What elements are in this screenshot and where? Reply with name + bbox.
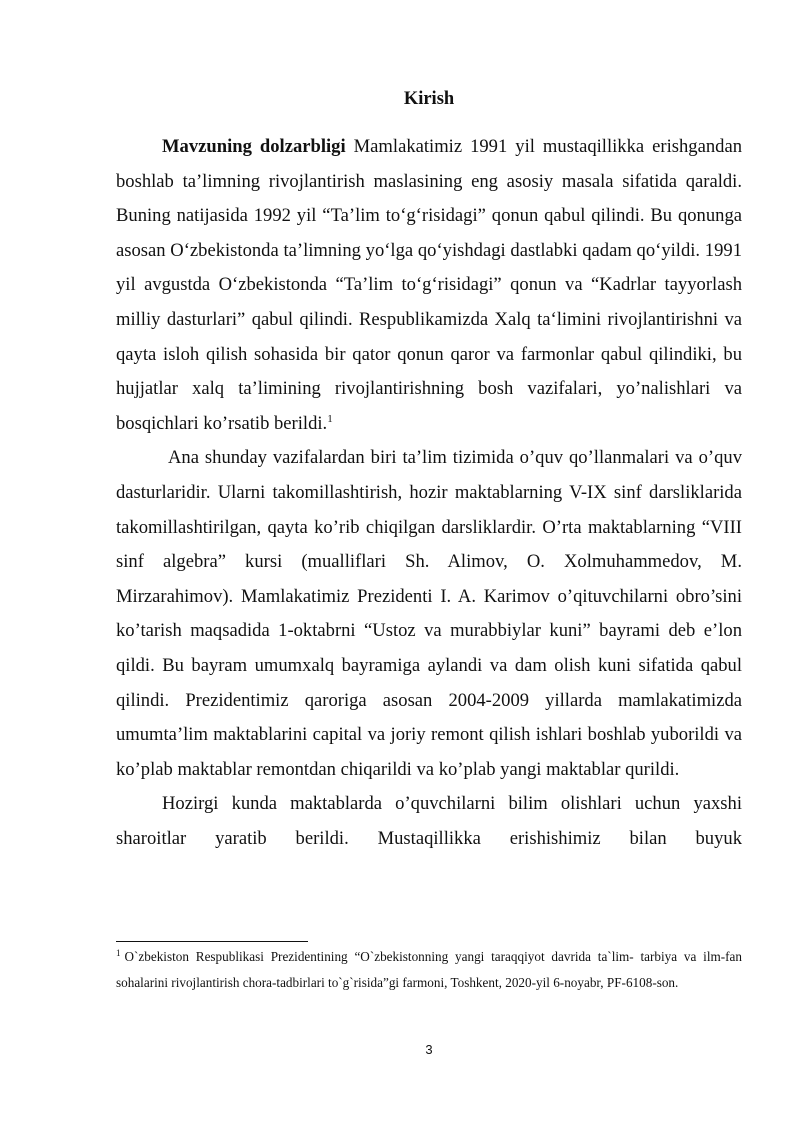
paragraph-lead: Mavzuning dolzarbligi: [162, 136, 346, 157]
footnote-separator: [116, 941, 308, 942]
page-number: 3: [425, 1042, 433, 1057]
footnote-reference[interactable]: 1: [327, 412, 333, 425]
paragraph-text: Mamlakatimiz 1991 yil mustaqillikka erishgandan boshlab ta’limning rivojlantirish maslasining eng asosiy masala sifatida qaraldi. Buning natijasida 1992 yil “Ta’lim to‘g‘risidagi” qonun qabul qilindi. Bu qonunga asosan O‘zbekistonda ta’limning yo‘lga qo‘yishdagi dastlabki qadam qo‘yildi. 1991 yil avgustda O‘zbekistonda “Ta’lim to‘g‘risidagi” qonun va “Kadrlar tayyorlash milliy dasturlari” qabul qilindi. Respublikamizda Xalq ta‘limini rivojlantirishni va qayta isloh qilish sohasida bir qator qonun qaror va farmonlar qabul qilindiki, bu hujjatlar xalq ta’limining rivojlantirishning bosh vazifalari, yo’nalishlari va bosqichlari ko’rsatib berildi.: [116, 136, 742, 434]
paragraph-tasks: Ana shunday vazifalardan biri ta’lim tizimida o’quv qo’llanmalari va o’quv dasturlaridir. Ularni takomillashtirish, hozir maktablarning V-IX sinf darsliklarida takomillashtirilgan, qayta ko’rib chiqilgan darsliklardir. O’rta maktablarning “VIII sinf algebra” kursi (mualliflari Sh. Alimov, O. Xolmuhammedov, M. Mirzarahimov). Mamlakatimiz Prezidenti I. A. Karimov o’qituvchilarni obro’sini ko’tarish maqsadida 1-oktabrni “Ustoz va murabbiylar kuni” bayrami deb e’lon qildi. Bu bayram umumxalq bayramiga aylandi va dam olish kuni sifatida qabul qilindi. Prezidentimiz qaroriga asosan 2004-2009 yillarda mamlakatimizda umumta’lim maktablarini capital va joriy remont qilish ishlari boshlab yuborildi va ko’plab maktablar remontdan chiqarildi va ko’plab yangi maktablar qurildi.: [116, 447, 742, 780]
body-text: [116, 130, 742, 856]
footnote-text: O`zbekiston Respublikasi Prezidentining “O`zbekistonning yangi taraqqiyot davrida ta`lim- tarbiya va ilm-fan sohalarini rivojlantirish chora-tadbirlari to`g`risida”gi farmoni, Toshkent, 2020-yil 6-noyabr, PF-6108-son.: [116, 949, 742, 990]
footnote: [116, 944, 742, 996]
page-title: Kirish: [403, 89, 455, 109]
paragraph-conditions: Hozirgi kunda maktablarda o’quvchilarni bilim olishlari uchun yaxshi sharoitlar yaratib berildi. Mustaqillikka erishishimiz bilan buyuk: [116, 793, 742, 849]
footnote-marker: 1: [116, 947, 121, 958]
paragraph-relevance: [116, 130, 742, 441]
